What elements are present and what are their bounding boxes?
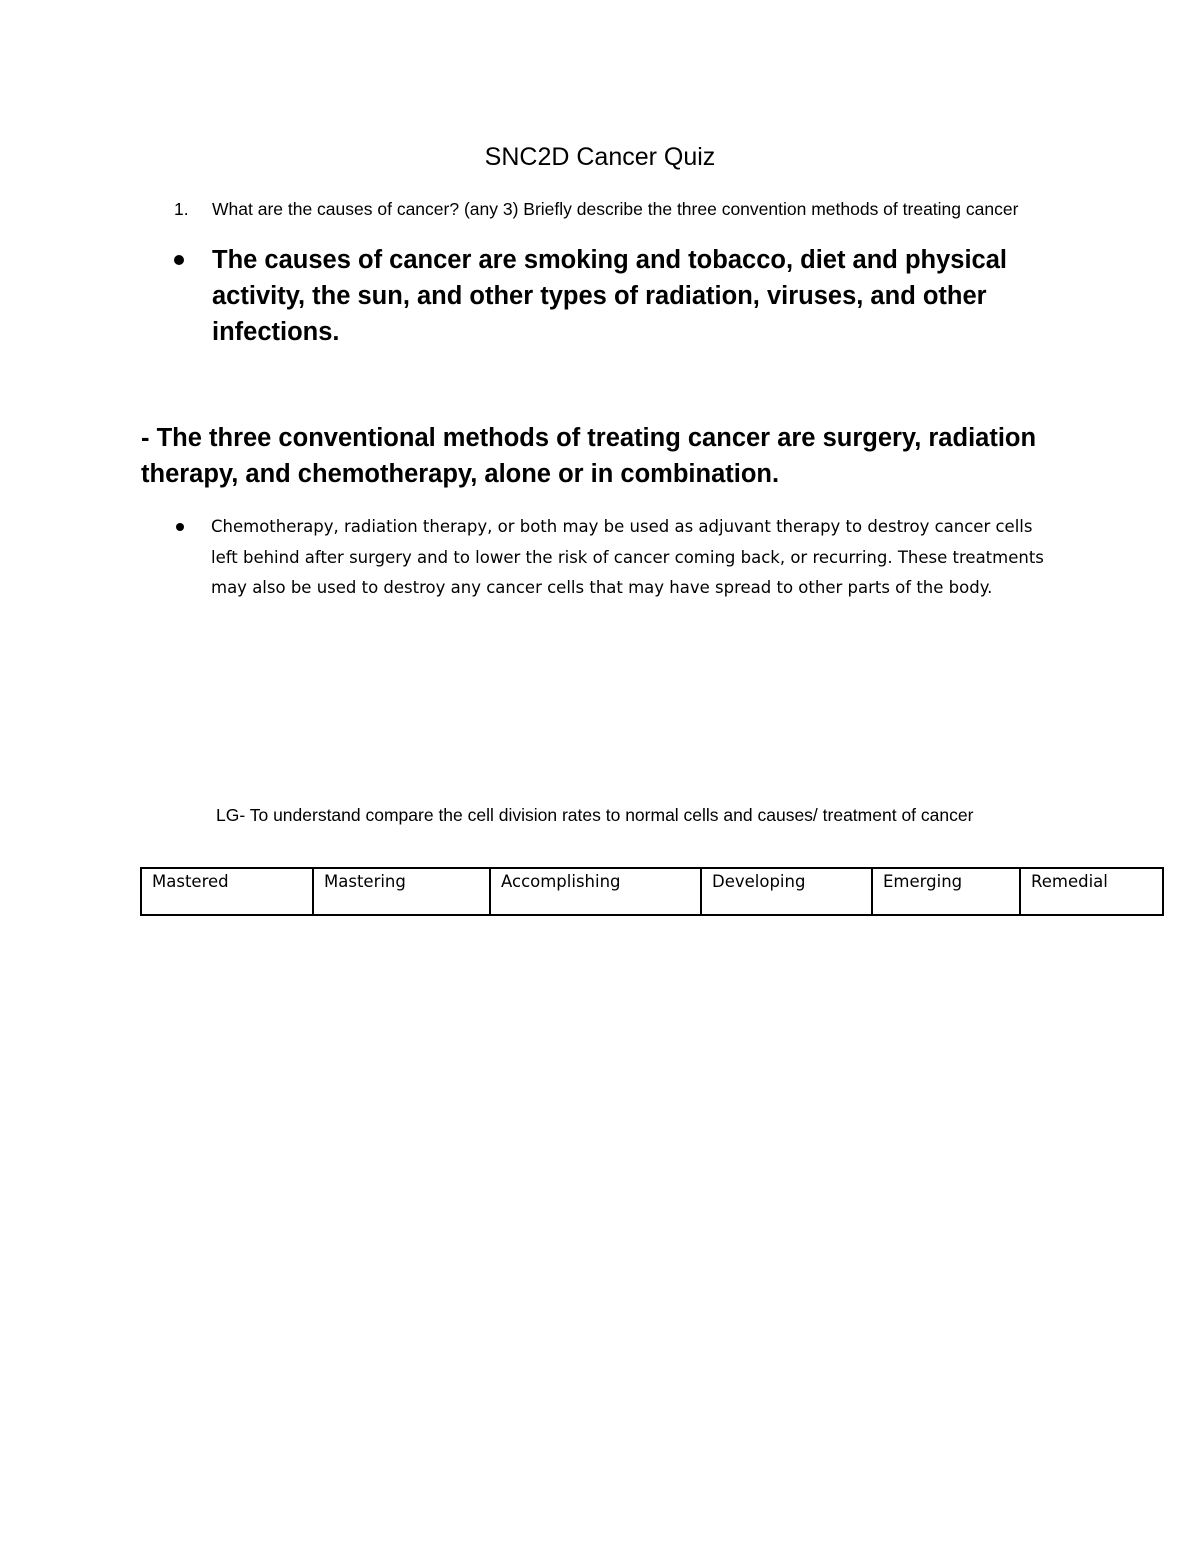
bullet-icon — [176, 523, 184, 531]
causes-answer-text: The causes of cancer are smoking and tobacco, diet and physical activity, the sun, and other types of radiation, viruses, and other infections. — [212, 246, 1008, 346]
page-title: SNC2D Cancer Quiz — [484, 143, 716, 171]
question-text: What are the causes of cancer? (any 3) Briefly describe the three convention methods of treating cancer — [212, 199, 1019, 219]
learning-goal: LG- To understand compare the cell division rates to normal cells and causes/ treatment of cancer — [216, 805, 974, 825]
rubric-cell-emerging: Emerging — [872, 868, 1020, 915]
rubric-table — [140, 867, 1164, 916]
rubric-row — [141, 868, 1163, 915]
question-number: 1. — [174, 199, 189, 219]
rubric-cell-mastering: Mastering — [313, 868, 490, 915]
bullet-icon — [174, 255, 184, 265]
treatment-detail — [174, 512, 1054, 604]
rubric-cell-accomplishing: Accomplishing — [490, 868, 701, 915]
causes-answer — [174, 242, 1054, 350]
rubric-cell-developing: Developing — [701, 868, 872, 915]
question-1 — [174, 198, 1074, 220]
rubric-cell-remedial: Remedial — [1020, 868, 1163, 915]
rubric-cell-mastered: Mastered — [141, 868, 313, 915]
treatment-detail-text: Chemotherapy, radiation therapy, or both may be used as adjuvant therapy to destroy cancer cells left behind after surgery and to lower the risk of cancer coming back, or recurring. These treatments may also be used to destroy any cancer cells that may have spread to other parts of the body. — [211, 517, 1044, 597]
methods-answer: - The three conventional methods of treating cancer are surgery, radiation therapy, and chemotherapy, alone or in combination. — [141, 424, 1037, 488]
